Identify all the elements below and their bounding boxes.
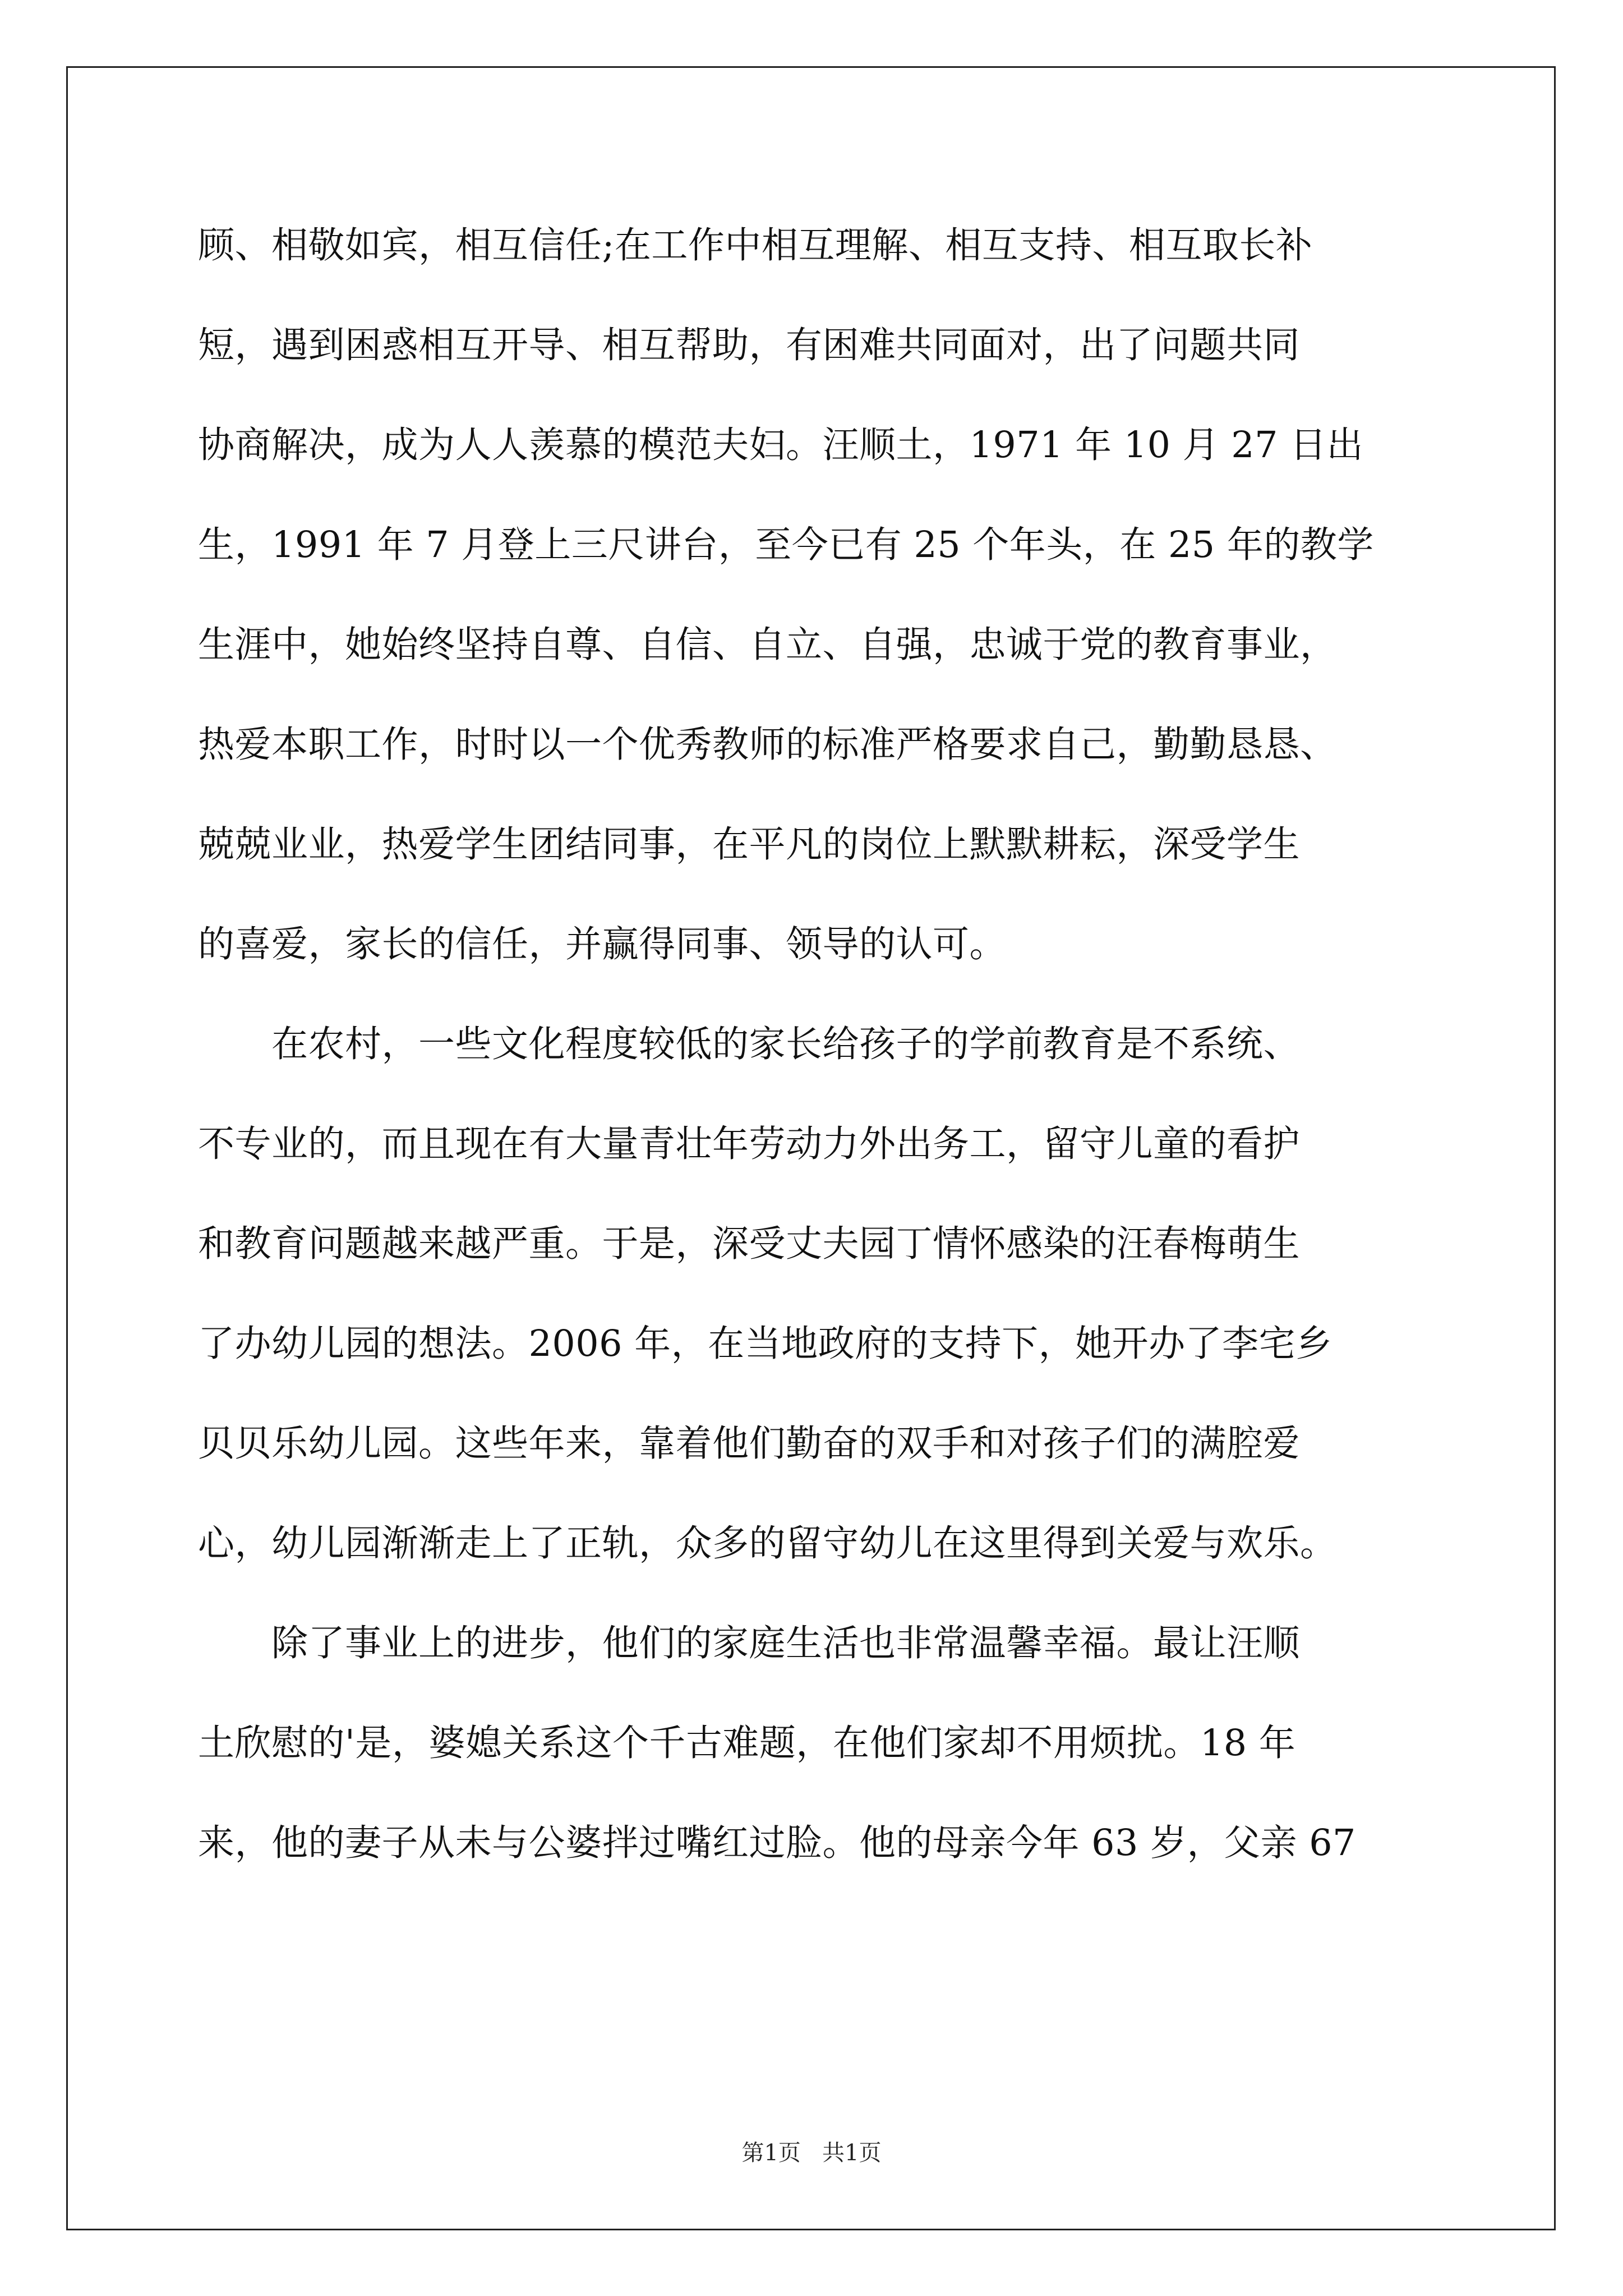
text-line-3: 协商解决，成为人人羡慕的模范夫妇。汪顺土，1971 年 10 月 27 日出 (198, 424, 1364, 466)
text-line-7: 兢兢业业，热爱学生团结同事，在平凡的岗位上默默耕耘，深受学生 (198, 823, 1301, 866)
text-line-10: 不专业的，而且现在有大量青壮年劳动力外出务工，留守儿童的看护 (198, 1123, 1301, 1165)
text-line-15: 除了事业上的进步，他们的家庭生活也非常温馨幸福。最让汪顺 (198, 1622, 1301, 1664)
text-line-11: 和教育问题越来越严重。于是，深受丈夫园丁情怀感染的汪春梅萌生 (198, 1223, 1301, 1265)
text-line-2: 短，遇到困惑相互开导、相互帮助，有困难共同面对，出了问题共同 (198, 324, 1301, 366)
text-line-5: 生涯中，她始终坚持自尊、自信、自立、自强，忠诚于党的教育事业， (198, 624, 1337, 666)
text-line-6: 热爱本职工作，时时以一个优秀教师的标准严格要求自己，勤勤恳恳、 (198, 724, 1337, 766)
text-line-16: 土欣慰的'是，婆媳关系这个千古难题，在他们家却不用烦扰。18 年 (198, 1722, 1296, 1764)
text-line-13: 贝贝乐幼儿园。这些年来，靠着他们勤奋的双手和对孩子们的满腔爱 (198, 1423, 1301, 1465)
text-line-14: 心，幼儿园渐渐走上了正轨，众多的留守幼儿在这里得到关爱与欢乐。 (198, 1522, 1337, 1565)
text-line-8: 的喜爱，家长的信任，并赢得同事、领导的认可。 (198, 923, 1007, 965)
text-line-9: 在农村，一些文化程度较低的家长给孩子的学前教育是不系统、 (198, 1023, 1301, 1065)
text-line-17: 来，他的妻子从未与公婆拌过嘴红过脸。他的母亲今年 63 岁，父亲 67 (198, 1822, 1356, 1864)
text-line-4: 生，1991 年 7 月登上三尺讲台，至今已有 25 个年头，在 25 年的教学 (198, 524, 1374, 566)
page-footer: 第1页 共1页 (741, 2140, 882, 2166)
text-line-12: 了办幼儿园的想法。2006 年，在当地政府的支持下，她开办了李宅乡 (198, 1323, 1332, 1365)
text-line-1: 顾、相敬如宾，相互信任;在工作中相互理解、相互支持、相互取长补 (198, 224, 1313, 266)
